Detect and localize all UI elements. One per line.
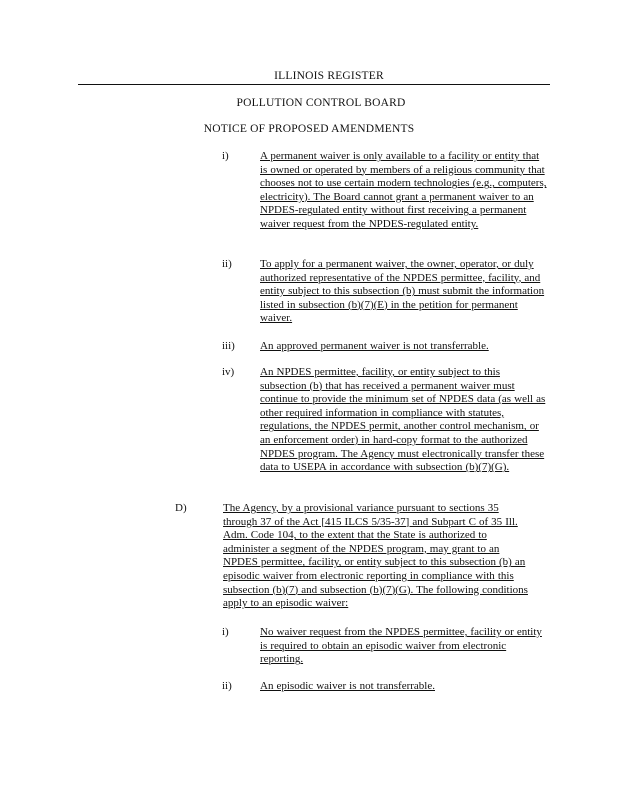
board-heading: POLLUTION CONTROL BOARD <box>236 97 406 109</box>
paragraph-text: An approved permanent waiver is not transferrable. <box>260 340 489 352</box>
register-heading: ILLINOIS REGISTER <box>274 70 384 82</box>
header-rule <box>78 84 550 85</box>
paragraph-text: No waiver request from the NPDES permittee, facility or entity is required to obtain an episodic waiver from electronic reporting. <box>260 626 542 666</box>
paragraph-text: An episodic waiver is not transferrable. <box>260 680 435 692</box>
paragraph-text: To apply for a permanent waiver, the owner, operator, or duly authorized representative of the NPDES permittee, facility, and entity subject to this subsection (b) must submit the information listed in subsection (b)(7)(E) in the petition for permanent waiver. <box>260 258 545 325</box>
paragraph-marker: D) <box>175 502 187 514</box>
paragraph-marker: ii) <box>222 258 232 270</box>
paragraph-marker: i) <box>222 150 229 162</box>
paragraph-marker: iv) <box>222 366 235 378</box>
paragraph-marker: ii) <box>222 680 232 692</box>
paragraph-text: A permanent waiver is only available to a facility or entity that is owned or operated by members of a religious community that chooses not to use certain modern technologies (e.g., computers, electricity). The Board cannot grant a permanent waiver to an NPDES-regulated entity without first receiving a permanent waiver request from the NPDES-regulated entity. <box>260 150 547 230</box>
paragraph-marker: i) <box>222 626 229 638</box>
paragraph-text: The Agency, by a provisional variance pursuant to sections 35 through 37 of the Act [415 ILCS 5/35-37] and Subpart C of 35 Ill. Adm. Code 104, to the extent that the State is authorized to administer a segment of the NPDES program, may grant to an NPDES permittee, facility, or entity subject to this subsection (b) an episodic waiver from electronic reporting in compliance with this subsection (b)(7) and subsection (b)(7)(G). The following conditions apply to an episodic waiver: <box>223 502 528 610</box>
paragraph-marker: iii) <box>222 340 235 352</box>
notice-heading: NOTICE OF PROPOSED AMENDMENTS <box>203 123 415 135</box>
paragraph-text: An NPDES permittee, facility, or entity subject to this subsection (b) that has received a permanent waiver must continue to provide the minimum set of NPDES data (as well as other required information in compliance with statutes, regulations, the NPDES permit, another control mechanism, or an enforcement order) in hard-copy format to the authorized NPDES program. The Agency must electronically transfer these data to USEPA in accordance with subsection (b)(7)(G). <box>260 366 546 474</box>
